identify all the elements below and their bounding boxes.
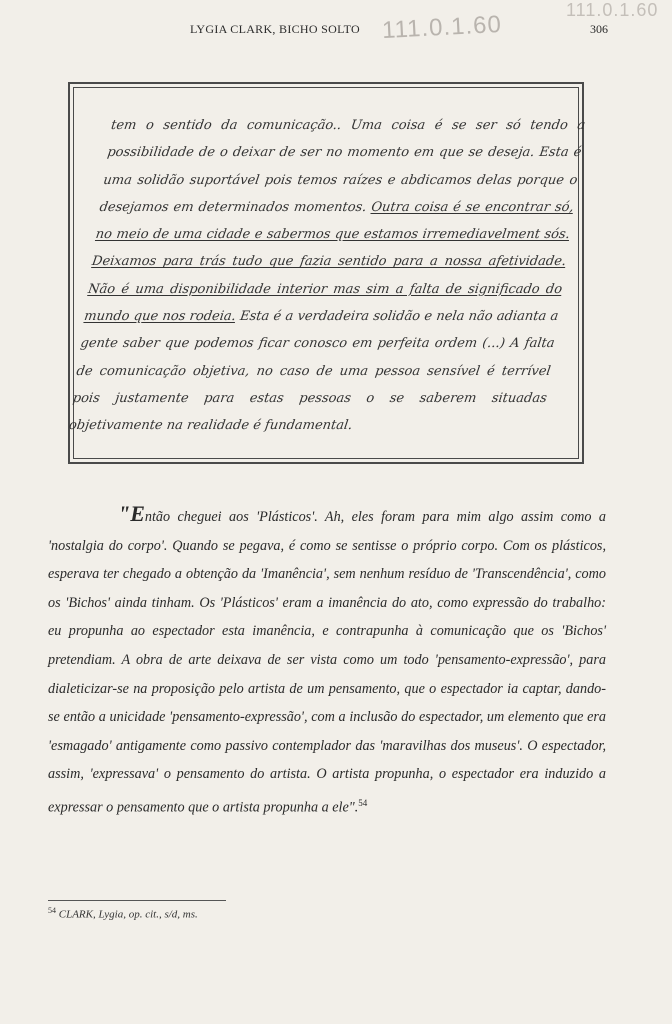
footnote xyxy=(48,906,198,921)
running-head: LYGIA CLARK, BICHO SOLTO xyxy=(190,22,361,36)
body-text: ntão cheguei aos 'Plásticos'. Ah, eles foram para mim algo assim como a 'nostalgia do corpo'. Quando se pegava, é como se sentisse o próprio corpo. Com os plásticos, esperava ter chegado a obtenção da 'Imanência', sem nenhum resíduo de 'Transcendência', como os 'Bichos' ainda tinham. Os 'Plásticos' eram a imanência do ato, como expressão do trabalho: eu propunha ao espectador esta imanência, e contrapunha à comunicação que os 'Bichos' pretendiam. A obra de arte deixava de ser vista como um todo 'pensamento-expressão', para dialeticizar-se na proposição pelo artista de um pensamento, que o espectador ia captar, dando-se então a unicidade 'pensamento-expressão', com a inclusão do espectador, um elemento que era 'esmagado' antigamente como passivo contemplador das 'maravilhas dos museus'. O espectador, assim, 'expressava' o pensamento do artista. O artista propunha, o espectador era induzido a expressar o pensamento que o artista propunha a ele". xyxy=(48,509,606,816)
quote-box-inner xyxy=(67,87,587,459)
opening-quote-initial: "E xyxy=(118,501,145,526)
footnote-text: CLARK, Lygia, op. cit., s/d, ms. xyxy=(58,908,198,921)
quote-underlined-segment: Outra coisa é se encontrar só, no meio de uma cidade e sabermos que estamos irremediavelment sós. Deixamos para trás tudo que fazia sentido para a nossa afetividade. Não é uma disponibilidade interior mas sim a falta de significado do mundo que nos rodeia. xyxy=(83,199,575,325)
quote-box xyxy=(67,82,587,464)
quote-text xyxy=(67,112,587,440)
quote-segment: Esta é a verdadeira solidão e nela não adianta a gente saber que podemos ficar conosco em perfeita ordem (...) A falta de comunicação objetiva, no caso de uma pessoa sensível é terrível pois justamente para estas pessoas o se saberem situadas objetivamente na realidade é fundamental. xyxy=(67,309,560,434)
footnote-reference[interactable]: 54 xyxy=(358,797,368,808)
page-number: 306 xyxy=(590,22,608,36)
body-paragraph xyxy=(48,500,606,822)
corner-archive-mark: 111.0.1.60 xyxy=(566,0,659,20)
footnote-number: 54 xyxy=(48,906,56,915)
page-header xyxy=(0,0,672,45)
archive-stamp: 111.0.1.60 xyxy=(381,10,503,45)
footnote-divider xyxy=(48,900,226,901)
quote-segment: tem o sentido da comunicação.. Uma coisa é se ser só tendo a possibilidade de o deixar de ser no momento em que se deseja. Esta é uma solidão suportável pois temos raízes e abdicamos delas porque o desejamos em determinados momentos. xyxy=(98,118,587,215)
